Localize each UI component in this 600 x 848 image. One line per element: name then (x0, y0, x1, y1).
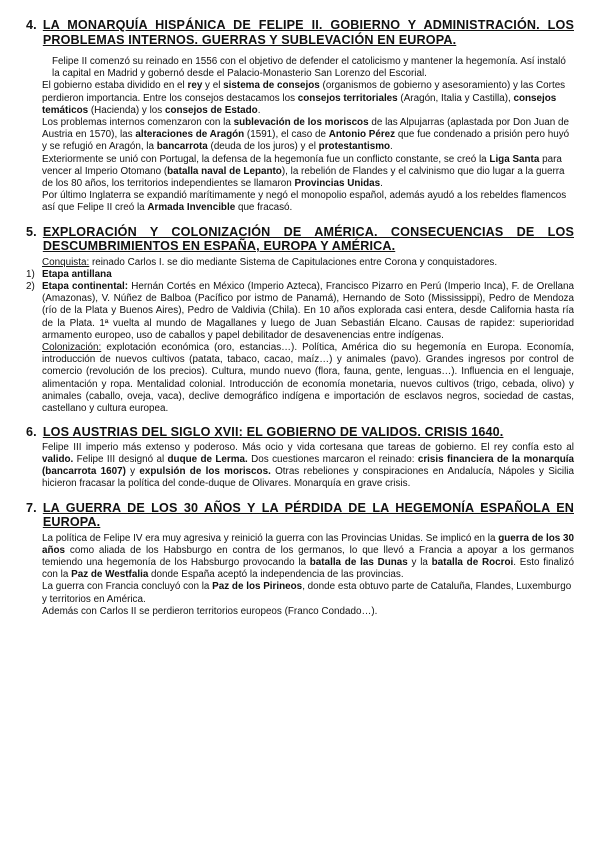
conquista-paragraph (26, 257, 574, 269)
section-number: 4. (26, 18, 37, 32)
section-heading (26, 501, 574, 530)
list-text: Etapa continental: Hernán Cortés en México (Imperio Azteca), Francisco Pizarro en Perú (Imperio Inca), F. de Orellana (Amazonas), V. Núñez de Balboa (Pacífico por istmo de Panamá), Hernando de Soto (Mississippi), Pedro de Mendoza (río de la Plata y Buenos Aires), Pedro de Valdivia (Chila). En 10 años explorada casi entera, desde California hasta ría de la Plata. 1ª vuelta al mundo de Magallanes y luego de Juan Sebastián Elcano. Causas de rapidez: superioridad armamento europeo, uso de caballos y papel debilitador de desavenencias entre indígenas. (42, 281, 575, 341)
paragraph: El gobierno estaba dividido en el rey y el sistema de consejos (organismos de gobierno y asesoramiento) y las Cortes perdieron importancia. Entre los consejos destacamos los consejos territoriales (Aragón, Italia y Castilla), consejos temáticos (Hacienda) y los consejos de Estado. (42, 80, 566, 116)
list-text: Etapa antillana (42, 268, 112, 280)
paragraph: Felipe II comenzó su reinado en 1556 con el objetivo de defender el catolicismo y mantener la hegemonía. Así instaló la capital en Madrid y gobernó desde el Palacio-Monasterio San Lorenzo del Escorial. (52, 56, 566, 80)
section-heading (26, 225, 574, 254)
section-heading (26, 425, 574, 440)
section-body (26, 56, 574, 215)
paragraph: La guerra con Francia concluyó con la Paz de los Pirineos, donde esta obtuvo parte de Cataluña, Flandes, Luxemburgo y territorios en América. (42, 581, 572, 605)
paragraph: Por último Inglaterra se expandió marítimamente y negó el monopolio español, además ayudó a los rebeldes flamencos así que Felipe II creó la Armada Invencible que fracasó. (42, 190, 567, 214)
section-body (26, 442, 574, 491)
section-title: LOS AUSTRIAS DEL SIGLO XVII: EL GOBIERNO DE VALIDOS. CRISIS 1640. (42, 425, 504, 440)
list-number: 2) (26, 281, 35, 293)
list-item (26, 269, 574, 281)
paragraph: Exteriormente se unió con Portugal, la defensa de la hegemonía fue un conflicto constante, se creó la Liga Santa para vencer al Imperio Otomano (batalla naval de Lepanto), la rebelión de Flandes y el calvinismo que dio lugar a la guerra de los 80 años, los territorios independientes se llamaron Provincias Unidas. (42, 153, 565, 190)
section-6 (26, 425, 574, 490)
section-number: 6. (26, 425, 37, 440)
section-number: 5. (26, 224, 37, 239)
paragraph: La política de Felipe IV era muy agresiva y reinició la guerra con las Provincias Unidas. Se implicó en la guerra de los 30 años como aliada de los Habsburgo en contra de los germanos, lo que llevó a Francia a apoyar a los germanos temiendo una hegemonía de los Habsburgo provocando la batalla de las Dunas y la batalla de Rocroi. Esto finalizó con la Paz de Westfalia donde España aceptó la independencia de las provincias. (42, 532, 574, 581)
colonizacion-text: explotación económica (oro, estancias…). Política, América dio su hegemonía en Europa. Economía, introducción de nuevos cultivos (patata, tabaco, cacao, maíz…) y animales (pavo). Grandes ingresos por control de comercio (revolución de los precios). Cultura, mundo nuevo (flora, fauna, gente, lenguas…). Influencia en el lenguaje, alimentación y ropa. Mentalidad colonial. Introducción de economía monetaria, nuevos cultivos (trigo, cebada, olivo) y animales (caballo, oveja, vaca), declive demográfico indígena e importación de esclavos negros, sociedad de castas, castellano y cultura europea. (42, 342, 574, 415)
section-body (26, 257, 574, 416)
section-title: EXPLORACIÓN Y COLONIZACIÓN DE AMÉRICA. CONSECUENCIAS DE LOS DESCUMBRIMIENTOS EN ESPAÑA, EUROPA Y AMÉRICA. (42, 224, 574, 254)
conquista-text: reinado Carlos I. se dio mediante Sistema de Capitulaciones entre Corona y conquistadores. (89, 256, 498, 268)
section-title: LA MONARQUÍA HISPÁNICA DE FELIPE II. GOBIERNO Y ADMINISTRACIÓN. LOS PROBLEMAS INTERNOS. GUERRAS Y SUBLEVACIÓN EN EUROPA. (42, 18, 574, 47)
paragraph: Felipe III imperio más extenso y poderoso. Más ocio y vida cortesana que tareas de gobierno. El rey confía esto al valido. Felipe III designó al duque de Lerma. Dos cuestiones marcaron el reinado: crisis financiera de la monarquía (bancarrota 1607) y expulsión de los moriscos. Otras rebeliones y conspiraciones en Andalucía, Nápoles y Sicilia hicieron fracasar la política del conde-duque de Olivares. Monarquía en grave crisis. (42, 441, 574, 490)
section-number: 7. (26, 500, 37, 515)
section-4 (26, 18, 574, 215)
paragraph: Los problemas internos comenzaron con la sublevación de los moriscos de las Alpujarras (aplastada por Don Juan de Austria en 1570), las alteraciones de Aragón (1591), el caso de Antonio Pérez que fue condenado a prisión pero huyó y se refugió en Aragón, la bancarrota (deuda de los juros) y el protestantismo. (42, 117, 570, 153)
section-5 (26, 225, 574, 416)
section-heading (26, 18, 574, 47)
conquista-label: Conquista: (42, 256, 90, 268)
paragraph: Además con Carlos II se perdieron territorios europeos (Franco Condado…). (42, 605, 378, 617)
list-number: 1) (26, 268, 35, 280)
list-item (26, 281, 574, 342)
colonizacion-label: Colonización: (42, 342, 102, 354)
section-7 (26, 501, 574, 618)
section-title: LA GUERRA DE LOS 30 AÑOS Y LA PÉRDIDA DE LA HEGEMONÍA ESPAÑOLA EN EUROPA. (42, 500, 574, 530)
section-body (26, 533, 574, 618)
colonizacion-paragraph (26, 342, 574, 415)
